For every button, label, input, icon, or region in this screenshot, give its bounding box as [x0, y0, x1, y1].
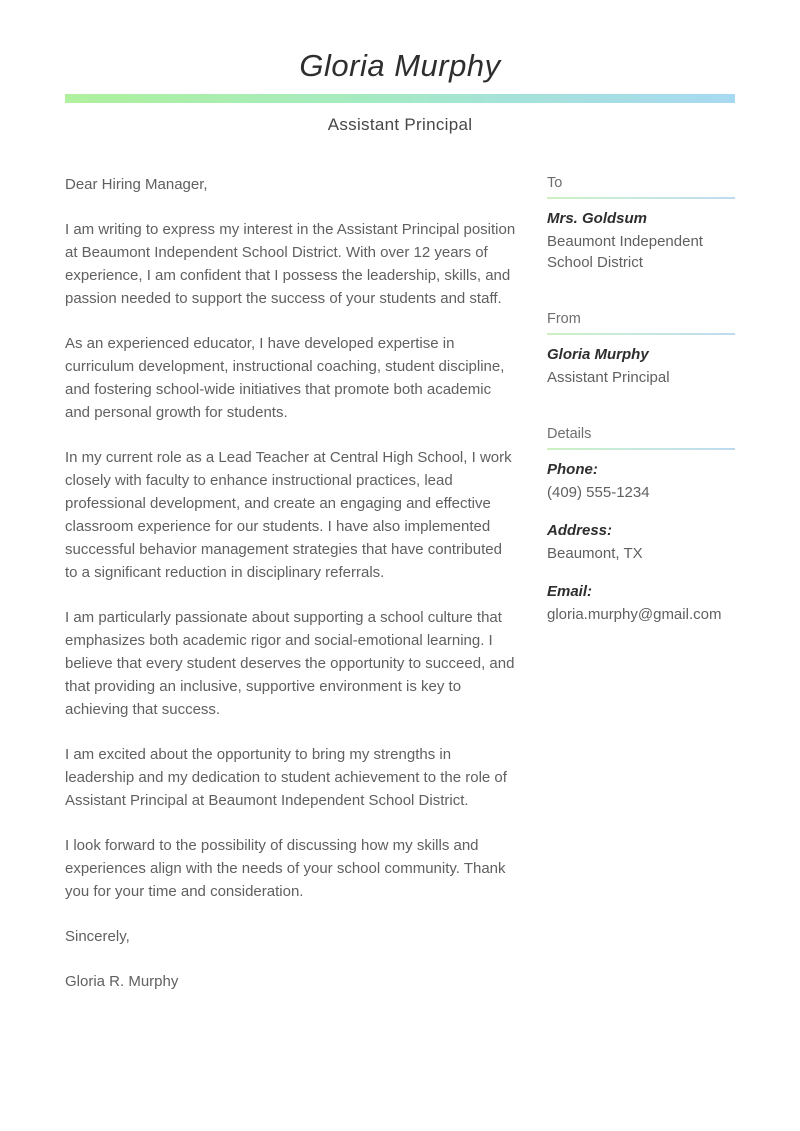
closing: Sincerely, [65, 928, 130, 945]
phone-detail [547, 459, 735, 503]
applicant-job-title: Assistant Principal [327, 115, 473, 134]
section-divider [547, 448, 735, 450]
from-section [547, 309, 735, 388]
signature-name: Gloria R. Murphy [65, 973, 179, 990]
applicant-name: Gloria Murphy [299, 48, 501, 83]
letter-paragraph: I am excited about the opportunity to bring my strengths in leadership and my dedication to student achievement to the role of Assistant Principal at Beaumont Independent School District. [65, 746, 507, 809]
letter-paragraph: In my current role as a Lead Teacher at Central High School, I work closely with faculty to enhance instructional practices, lead professional development, and create an engaging and effective classroom experience for our students. I have also implemented successful behavior management strategies that have contributed to a significant reduction in disciplinary referrals. [65, 449, 512, 581]
salutation: Dear Hiring Manager, [65, 176, 208, 193]
contact-sidebar [547, 173, 735, 993]
letter-content [0, 136, 800, 993]
recipient-name: Mrs. Goldsum [547, 210, 648, 227]
letter-paragraph: As an experienced educator, I have developed expertise in curriculum development, instructional coaching, student discipline, and fostering school-wide initiatives that promote both academic and personal growth for students. [65, 335, 505, 421]
phone-label: Phone: [547, 461, 598, 478]
accent-divider-bar [65, 94, 735, 103]
from-label: From [547, 311, 581, 327]
to-section [547, 173, 735, 273]
sender-name: Gloria Murphy [547, 346, 649, 363]
recipient-organization: Beaumont Independent School District [547, 233, 703, 271]
address-value: Beaumont, TX [547, 545, 643, 562]
email-label: Email: [547, 583, 593, 600]
letter-header [0, 0, 800, 136]
address-detail [547, 520, 735, 564]
sender-title: Assistant Principal [547, 369, 670, 386]
section-divider [547, 197, 735, 199]
email-detail [547, 581, 735, 625]
email-value: gloria.murphy@gmail.com [547, 606, 722, 623]
to-label: To [547, 175, 563, 191]
details-label: Details [547, 426, 592, 442]
letter-paragraph: I look forward to the possibility of discussing how my skills and experiences align with the needs of your school community. Thank you for your time and consideration. [65, 837, 506, 900]
address-label: Address: [547, 522, 613, 539]
letter-body [65, 173, 517, 993]
section-divider [547, 333, 735, 335]
letter-paragraph: I am writing to express my interest in the Assistant Principal position at Beaumont Independent School District. With over 12 years of experience, I am confident that I possess the leadership, skills, and passion needed to support the success of your students and staff. [65, 221, 516, 307]
letter-paragraph: I am particularly passionate about supporting a school culture that emphasizes both academic rigor and social-emotional learning. I believe that every student deserves the opportunity to succeed, and that providing an inclusive, supportive environment is key to achieving that success. [65, 609, 515, 718]
phone-value: (409) 555-1234 [547, 484, 650, 501]
details-section [547, 424, 735, 625]
